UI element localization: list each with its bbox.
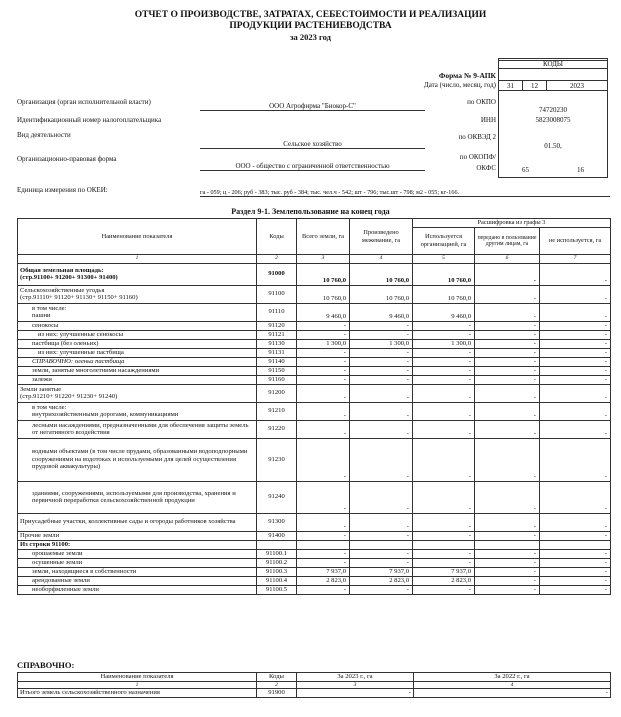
row-produced-value: -: [350, 357, 413, 366]
form-number: Форма № 9-АПК: [438, 71, 496, 80]
row-used-value: -: [413, 402, 475, 420]
ref-idx-3: 3: [297, 682, 414, 689]
row-transferred-value: -: [475, 513, 540, 531]
row-name: зданиями, сооружениями, используемыми для производства, хранения и первичной переработки сельскохозяйственной продукции: [18, 481, 257, 513]
row-produced-value: -: [350, 531, 413, 540]
table-row: [18, 285, 611, 303]
section-title: Раздел 9-1. Землепользование на конец года: [231, 207, 390, 216]
row-name: орошаемые земли: [18, 549, 257, 558]
table-row: [18, 402, 611, 420]
row-unused-value: -: [540, 420, 611, 438]
row-unused-value: -: [540, 438, 611, 481]
row-transferred-value: -: [475, 321, 540, 330]
row-transferred-value: -: [475, 420, 540, 438]
row-code: 91240: [257, 481, 297, 513]
row-total-value: -: [297, 402, 350, 420]
row-transferred-value: -: [475, 348, 540, 357]
activity-value: Сельское хозяйство: [200, 140, 425, 149]
row-transferred-value: -: [475, 438, 540, 481]
row-code: 91100.2: [257, 558, 297, 567]
date-month: 12: [522, 81, 546, 91]
inn-label-left: Идентификационный номер налогоплательщика: [17, 116, 162, 124]
row-used-value: -: [413, 375, 475, 384]
row-transferred-value: -: [475, 549, 540, 558]
row-total-value: -: [297, 549, 350, 558]
row-code: 91100.4: [257, 576, 297, 585]
inn-label: ИНН: [480, 116, 496, 124]
row-unused-value: -: [540, 263, 611, 285]
ref-idx-2: 2: [257, 682, 297, 689]
legal-form-value: ООО - общество с ограниченной ответственностью: [200, 162, 425, 171]
row-code: 91220: [257, 420, 297, 438]
row-name: Из строки 91100:: [18, 540, 257, 549]
row-produced-value: -: [350, 438, 413, 481]
header-transferred: передано в пользование другим лицам, га: [475, 228, 540, 255]
date-year: 2023: [546, 81, 607, 91]
row-unused-value: -: [540, 558, 611, 567]
table-row: [18, 438, 611, 481]
row-produced-value: 9 460,0: [350, 303, 413, 321]
row-code: 91100.1: [257, 549, 297, 558]
table-row: [18, 263, 611, 285]
row-produced-value: -: [350, 402, 413, 420]
row-total-value: 7 937,0: [297, 567, 350, 576]
column-index: 7: [540, 255, 611, 264]
row-produced-value: -: [350, 348, 413, 357]
codes-label: КОДЫ: [499, 59, 608, 69]
date-label: Дата (число, месяц, год): [423, 81, 496, 89]
row-transferred-value: -: [475, 481, 540, 513]
ref-header-2023: За 2023 г., га: [297, 673, 414, 682]
row-unused-value: -: [540, 348, 611, 357]
table-row: [18, 420, 611, 438]
row-produced-value: 2 823,0: [350, 576, 413, 585]
table-row: [18, 384, 611, 402]
okved-label: по ОКВЭД 2: [458, 133, 496, 141]
row-total-value: -: [297, 513, 350, 531]
row-name: пастбища (без оленьих): [18, 339, 257, 348]
column-index-row: [18, 255, 611, 264]
date-day: 31: [499, 81, 523, 91]
ref-header-2022: За 2022 г., га: [414, 673, 611, 682]
table-row: [18, 558, 611, 567]
row-total-value: -: [297, 384, 350, 402]
okpo-value: 74720230: [539, 106, 567, 114]
inn-value: 5823008075: [535, 116, 571, 124]
codes-header-box: [498, 58, 608, 69]
row-total-value: -: [297, 420, 350, 438]
row-total-value: -: [297, 321, 350, 330]
row-unused-value: -: [540, 303, 611, 321]
row-unused-value: -: [540, 567, 611, 576]
table-row: [18, 481, 611, 513]
row-unused-value: -: [540, 384, 611, 402]
row-unused-value: -: [540, 481, 611, 513]
org-value: ООО Агрофирма "Биокор-С": [200, 102, 425, 111]
row-unused-value: -: [540, 513, 611, 531]
row-used-value: -: [413, 549, 475, 558]
row-unused-value: -: [540, 321, 611, 330]
column-index: 3: [297, 255, 350, 264]
row-unused-value: -: [540, 285, 611, 303]
row-code: 91200: [257, 384, 297, 402]
row-produced-value: [350, 540, 413, 549]
ref-row-2023: -: [297, 689, 414, 698]
row-name: СПРАВОЧНО: оленьи пастбища: [18, 357, 257, 366]
row-name: Общая земельная площадь: (стр.91100+ 91200+ 91300+ 91400): [18, 263, 257, 285]
row-code: 91100.5: [257, 585, 297, 594]
row-code: 91131: [257, 348, 297, 357]
okopf-label: по ОКОПФ/: [459, 153, 496, 161]
row-total-value: [297, 540, 350, 549]
report-title-line2: ПРОДУКЦИИ РАСТЕНИЕВОДСТВА: [229, 21, 392, 31]
row-name: лесными насаждениями, предназначенными для обеспечения защиты земель от негативного воздействия: [18, 420, 257, 438]
row-unused-value: -: [540, 339, 611, 348]
row-used-value: 7 937,0: [413, 567, 475, 576]
row-transferred-value: -: [475, 285, 540, 303]
table-row: [18, 513, 611, 531]
column-index: 5: [413, 255, 475, 264]
row-code: 91100: [257, 285, 297, 303]
row-transferred-value: -: [475, 330, 540, 339]
row-name: из них: улучшенные сенокосы: [18, 330, 257, 339]
column-index: 2: [257, 255, 297, 264]
row-produced-value: -: [350, 366, 413, 375]
row-transferred-value: -: [475, 558, 540, 567]
table-row: [18, 549, 611, 558]
row-code: 91000: [257, 263, 297, 285]
row-transferred-value: -: [475, 567, 540, 576]
org-label: Организация (орган исполнительной власти): [17, 98, 151, 106]
row-transferred-value: -: [475, 339, 540, 348]
report-period: за 2023 год: [290, 32, 331, 42]
header-breakdown: Расшифровка из графы 3: [413, 219, 611, 228]
row-name: залежи: [18, 375, 257, 384]
row-transferred-value: -: [475, 357, 540, 366]
okfs-label: ОКФС: [476, 164, 496, 172]
row-unused-value: -: [540, 375, 611, 384]
column-index: 6: [475, 255, 540, 264]
row-name: в том числе: внутрихозяйственными дорогами, коммуникациями: [18, 402, 257, 420]
row-transferred-value: -: [475, 531, 540, 540]
row-unused-value: -: [540, 549, 611, 558]
row-produced-value: -: [350, 321, 413, 330]
row-name: в том числе: пашни: [18, 303, 257, 321]
row-name: Приусадебные участки, коллективные сады и огороды работников хозяйства: [18, 513, 257, 531]
row-total-value: -: [297, 366, 350, 375]
row-produced-value: 10 760,0: [350, 285, 413, 303]
okpo-label: по ОКПО: [467, 98, 496, 106]
row-code: 91130: [257, 339, 297, 348]
row-produced-value: -: [350, 585, 413, 594]
row-code: 91110: [257, 303, 297, 321]
okopf-value: 65: [522, 166, 529, 174]
table-row: [18, 366, 611, 375]
legal-form-label: Организационно-правовая форма: [17, 155, 117, 163]
row-transferred-value: -: [475, 366, 540, 375]
row-name: земли, занятые многолетними насаждениями: [18, 366, 257, 375]
header-unused: не используется, га: [540, 228, 611, 255]
row-total-value: -: [297, 481, 350, 513]
row-transferred-value: -: [475, 263, 540, 285]
report-title-line1: ОТЧЕТ О ПРОИЗВОДСТВЕ, ЗАТРАТАХ, СЕБЕСТОИМОСТИ И РЕАЛИЗАЦИИ: [134, 10, 487, 20]
row-produced-value: -: [350, 549, 413, 558]
row-name: арендованные земли: [18, 576, 257, 585]
row-produced-value: -: [350, 481, 413, 513]
ref-idx-4: 4: [414, 682, 611, 689]
row-used-value: -: [413, 481, 475, 513]
units-label: Единица измерения по ОКЕИ:: [17, 186, 108, 194]
row-used-value: -: [413, 366, 475, 375]
row-unused-value: [540, 540, 611, 549]
row-total-value: -: [297, 438, 350, 481]
row-transferred-value: -: [475, 576, 540, 585]
table-row: [18, 576, 611, 585]
table-row: [18, 339, 611, 348]
reference-title: СПРАВОЧНО:: [17, 660, 75, 670]
table-row: [18, 531, 611, 540]
row-produced-value: 10 760,0: [350, 263, 413, 285]
row-produced-value: -: [350, 330, 413, 339]
ref-row-2022: -: [414, 689, 611, 698]
table-row: [18, 348, 611, 357]
activity-label: Вид деятельности: [17, 131, 71, 139]
row-used-value: 10 760,0: [413, 263, 475, 285]
header-code: Коды: [257, 219, 297, 255]
row-total-value: -: [297, 375, 350, 384]
column-index: 1: [18, 255, 257, 264]
row-name: из них: улучшенные пастбища: [18, 348, 257, 357]
row-name: Земли занятые (стр.91210+ 91220+ 91230+ 91240): [18, 384, 257, 402]
row-used-value: -: [413, 321, 475, 330]
row-total-value: -: [297, 330, 350, 339]
row-used-value: 1 300,0: [413, 339, 475, 348]
row-used-value: -: [413, 348, 475, 357]
row-code: 91120: [257, 321, 297, 330]
row-used-value: [413, 540, 475, 549]
okfs-value: 16: [577, 166, 584, 174]
row-transferred-value: -: [475, 303, 540, 321]
table-row: [18, 303, 611, 321]
row-unused-value: -: [540, 576, 611, 585]
header-name: Наименование показателя: [18, 219, 257, 255]
header-total: Всего земли, га: [297, 219, 350, 255]
row-code: 91100.3: [257, 567, 297, 576]
row-produced-value: 7 937,0: [350, 567, 413, 576]
header-used: Используется организацией, га: [413, 228, 475, 255]
row-name: сенокосы: [18, 321, 257, 330]
row-used-value: -: [413, 384, 475, 402]
row-total-value: -: [297, 531, 350, 540]
table-row: [18, 375, 611, 384]
row-unused-value: -: [540, 357, 611, 366]
row-code: 91150: [257, 366, 297, 375]
row-used-value: 2 823,0: [413, 576, 475, 585]
row-name: осушенные земли: [18, 558, 257, 567]
row-transferred-value: -: [475, 585, 540, 594]
row-name: водными объектами (в том числе прудами, образованными водоподпорными сооружениями на водотоках и используемыми для целей осуществления прудовой аквакультуры): [18, 438, 257, 481]
table-row: [18, 330, 611, 339]
row-unused-value: -: [540, 330, 611, 339]
row-total-value: 9 460,0: [297, 303, 350, 321]
row-produced-value: -: [350, 375, 413, 384]
header-produced: Произведено межевание, га: [350, 219, 413, 255]
row-produced-value: 1 300,0: [350, 339, 413, 348]
ref-row-name: Итього земель сельскохозяйственного назначения: [18, 689, 257, 698]
land-use-table: [17, 218, 611, 595]
row-name: земли, находящиеся в собственности: [18, 567, 257, 576]
row-code: 91400: [257, 531, 297, 540]
row-unused-value: -: [540, 366, 611, 375]
table-row: [18, 567, 611, 576]
row-used-value: 9 460,0: [413, 303, 475, 321]
row-total-value: 10 760,0: [297, 285, 350, 303]
row-code: 91230: [257, 438, 297, 481]
row-produced-value: -: [350, 513, 413, 531]
row-total-value: -: [297, 357, 350, 366]
ref-row-code: 91900: [257, 689, 297, 698]
row-used-value: -: [413, 558, 475, 567]
row-transferred-value: -: [475, 402, 540, 420]
row-code: 91140: [257, 357, 297, 366]
row-name: Прочие земли: [18, 531, 257, 540]
row-produced-value: -: [350, 420, 413, 438]
row-used-value: -: [413, 513, 475, 531]
row-produced-value: -: [350, 558, 413, 567]
row-used-value: -: [413, 420, 475, 438]
row-used-value: 10 760,0: [413, 285, 475, 303]
row-unused-value: -: [540, 585, 611, 594]
row-used-value: -: [413, 585, 475, 594]
units-value: га - 059; ц - 206; руб - 383; тыс. руб - 384; тыс. чел.ч - 542; шт - 796; тыс.шт - 798; м2 - 055; кг-166.: [200, 189, 610, 197]
okved-value: 01.50,: [544, 142, 562, 150]
row-transferred-value: -: [475, 384, 540, 402]
date-box: [498, 80, 608, 91]
reference-table: [17, 672, 611, 698]
row-name: необорфмленные земли: [18, 585, 257, 594]
row-code: 91160: [257, 375, 297, 384]
table-row: [18, 321, 611, 330]
row-unused-value: -: [540, 402, 611, 420]
row-used-value: -: [413, 357, 475, 366]
row-total-value: -: [297, 558, 350, 567]
table-row: [18, 357, 611, 366]
row-name: Сельскохозяйственные угодья (стр.91110+ 91120+ 91130+ 91150+ 91160): [18, 285, 257, 303]
ref-header-code: Коды: [257, 673, 297, 682]
row-total-value: -: [297, 348, 350, 357]
row-transferred-value: [475, 540, 540, 549]
row-used-value: -: [413, 531, 475, 540]
row-total-value: 10 760,0: [297, 263, 350, 285]
table-row: [18, 540, 611, 549]
row-code: 91210: [257, 402, 297, 420]
row-unused-value: -: [540, 531, 611, 540]
row-total-value: 1 300,0: [297, 339, 350, 348]
row-total-value: 2 823,0: [297, 576, 350, 585]
row-code: [257, 540, 297, 549]
row-used-value: -: [413, 438, 475, 481]
table-row: [18, 585, 611, 594]
row-transferred-value: -: [475, 375, 540, 384]
column-index: 4: [350, 255, 413, 264]
row-used-value: -: [413, 330, 475, 339]
ref-header-name: Наименование показателя: [18, 673, 257, 682]
row-code: 91121: [257, 330, 297, 339]
ref-idx-1: 1: [18, 682, 257, 689]
row-produced-value: -: [350, 384, 413, 402]
row-code: 91300: [257, 513, 297, 531]
row-total-value: -: [297, 585, 350, 594]
